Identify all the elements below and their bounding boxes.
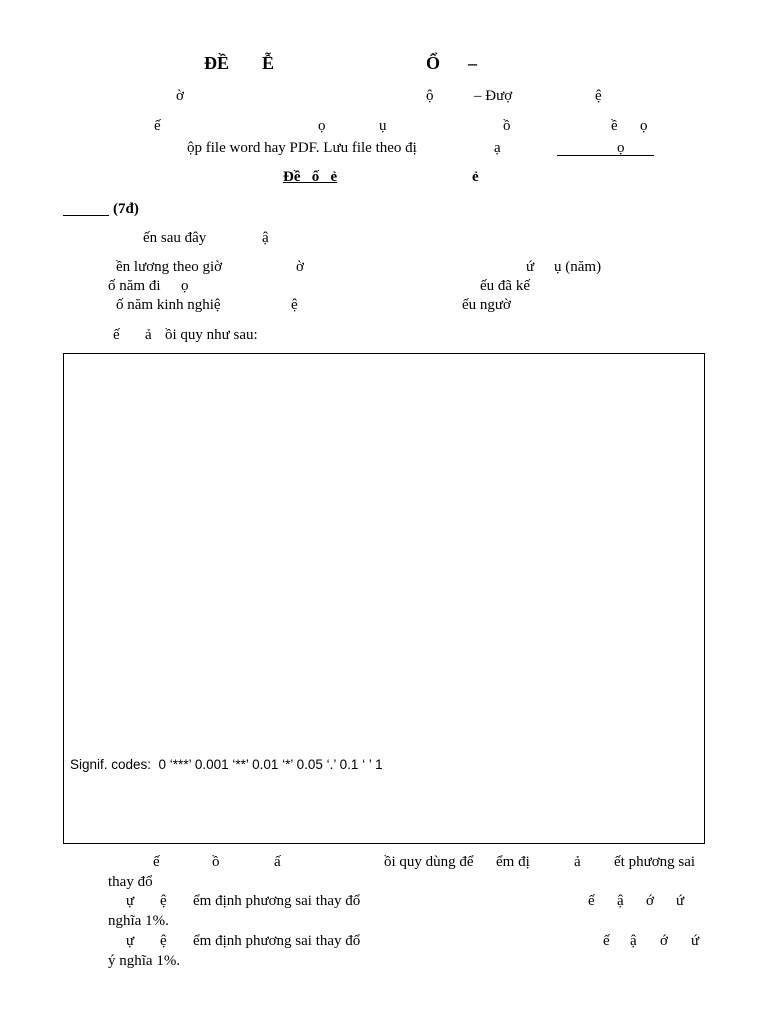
option-1-part-d: ậ	[617, 893, 624, 909]
header-line2-part-3: ụ	[379, 118, 387, 134]
section-points: (7đ)	[113, 201, 139, 217]
option-1-part-b: ệ	[160, 893, 167, 909]
variable-row-3-right: ếu ngườ	[462, 297, 511, 313]
header-line1-part-3: – Đượ	[474, 88, 513, 104]
option-2-part-c: ế	[603, 933, 610, 949]
variable-row-1-mid: ờ	[296, 259, 304, 275]
option-1-part-a: ự	[126, 893, 135, 909]
header-line2-part-4: ồ	[503, 118, 511, 134]
exam-subtitle: Đề ố ẻ	[283, 169, 338, 185]
option-1-line-2: nghĩa 1%.	[108, 913, 169, 929]
header-line2-part-2: ọ	[318, 118, 326, 134]
option-1-text: ểm định phương sai thay đổ	[193, 893, 361, 909]
variable-row-1-left: ền lương theo giờ	[116, 259, 223, 275]
question-text: ồi quy dùng để	[384, 854, 474, 870]
header-line3-text: ộp file word hay PDF. Lưu file theo đị	[187, 140, 417, 156]
intro-text: ến sau đây	[143, 230, 207, 246]
variable-row-3-mid: ệ	[291, 297, 298, 313]
variable-row-2-right: ếu đã kế	[480, 278, 530, 294]
header-line2-part-1: ế	[154, 118, 161, 134]
option-2-part-d: ậ	[630, 933, 637, 949]
header-line1-part-4: ệ	[595, 88, 602, 104]
option-2-part-e: ớ	[660, 933, 668, 949]
option-2-part-f: ứ	[691, 933, 700, 949]
header-line2-part-5: ề	[611, 118, 618, 134]
variable-row-3-left: ố năm kinh nghiệ	[116, 297, 221, 313]
question-part-b: ồ	[212, 854, 220, 870]
header-line1-part-1: ờ	[176, 88, 184, 104]
option-2-part-a: ự	[126, 933, 135, 949]
regression-output-box	[63, 353, 705, 844]
header-line3-tail: ạ	[494, 140, 501, 156]
question-line-2: thay đổ	[108, 874, 153, 890]
option-2-text: ểm định phương sai thay đổ	[193, 933, 361, 949]
header-line1-part-2: ộ	[426, 88, 434, 104]
variable-row-1-right-b: ụ (năm)	[554, 259, 602, 275]
exam-title-part-4: –	[468, 53, 477, 73]
option-2-line-2: ý nghĩa 1%.	[108, 953, 181, 969]
filename-blank-line	[557, 155, 654, 156]
header-line3-underlined: ọ	[617, 140, 625, 156]
variable-row-2-mid: ọ	[181, 278, 189, 294]
option-1-part-c: ế	[588, 893, 595, 909]
question-part-a: ế	[153, 854, 160, 870]
result-intro-c: ồi quy như sau:	[165, 327, 258, 343]
variable-row-2-left: ố năm đi	[108, 278, 161, 294]
section-blank-line	[63, 215, 109, 216]
result-intro-a: ế	[113, 327, 120, 343]
exam-title-part-2: Ễ	[262, 53, 275, 73]
question-part-d: ểm đị	[496, 854, 530, 870]
header-line2-part-6: ọ	[640, 118, 648, 134]
signif-codes: Signif. codes: 0 ‘***’ 0.001 ‘**’ 0.01 ‘*’ 0.05 ‘.’ 0.1 ‘ ’ 1	[70, 757, 383, 772]
exam-title-part-3: Ổ	[426, 53, 441, 73]
variable-row-1-right-a: ứ	[526, 259, 535, 275]
question-part-c: ấ	[274, 854, 281, 870]
result-intro-b: ả	[145, 327, 152, 343]
option-2-part-b: ệ	[160, 933, 167, 949]
option-1-part-e: ớ	[646, 893, 654, 909]
exam-subtitle-right: ẻ	[472, 169, 479, 185]
exam-title-part-1: ĐỀ	[204, 53, 230, 73]
question-part-f: ết phương sai	[614, 854, 696, 870]
question-part-e: ả	[574, 854, 581, 870]
option-1-part-f: ứ	[676, 893, 685, 909]
intro-tail: ậ	[262, 230, 269, 246]
